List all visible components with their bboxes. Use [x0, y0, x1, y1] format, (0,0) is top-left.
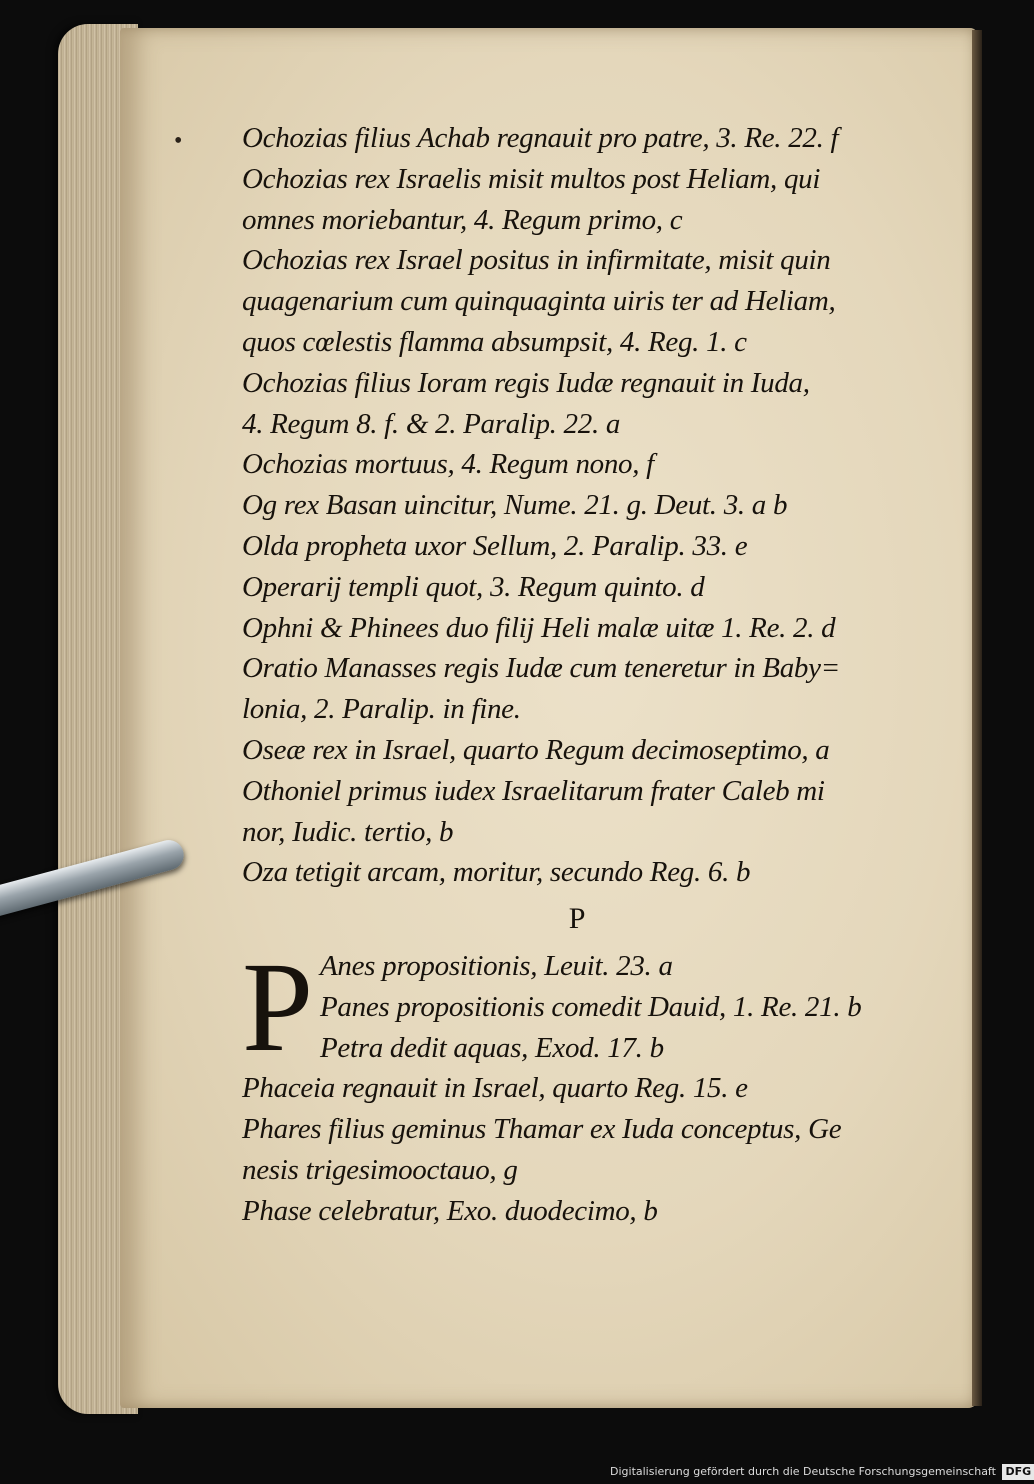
index-line: Oseæ rex in Israel, quarto Regum decimoseptimo, a: [242, 733, 830, 766]
index-line: Anes propositionis, Leuit. 23. a: [320, 949, 673, 982]
index-line: Olda propheta uxor Sellum, 2. Paralip. 33. e: [242, 529, 748, 562]
drop-cap-lines: [320, 946, 861, 1068]
index-line: Phaceia regnauit in Israel, quarto Reg. 15. e: [242, 1072, 748, 1105]
index-line: nor, Iudic. tertio, b: [242, 815, 454, 848]
drop-cap: P: [242, 935, 313, 1078]
index-line: Ochozias rex Israel positus in infirmitate, misit quin: [242, 244, 831, 277]
section-letter: P: [568, 902, 586, 936]
index-line: Othoniel primus iudex Israelitarum frater Caleb mi: [242, 774, 825, 807]
index-line: Phase celebratur, Exo. duodecimo, b: [242, 1194, 658, 1227]
book-gutter: [972, 30, 982, 1406]
index-line: Ophni & Phinees duo filij Heli malæ uitæ 1. Re. 2. d: [242, 611, 836, 644]
digitization-credit: [610, 1462, 1032, 1482]
index-line: Oza tetigit arcam, moritur, secundo Reg. 6. b: [242, 856, 751, 889]
index-line: quagenarium cum quinquaginta uiris ter ad Heliam,: [242, 285, 836, 318]
index-line: Petra dedit aquas, Exod. 17. b: [320, 1031, 664, 1064]
index-line: Ochozias mortuus, 4. Regum nono, f: [242, 448, 654, 481]
index-text: [242, 118, 942, 1232]
dfg-logo: DFG: [1002, 1464, 1034, 1480]
index-line: Ochozias filius Ioram regis Iudæ regnauit in Iuda,: [242, 366, 810, 399]
index-line: Og rex Basan uincitur, Nume. 21. g. Deut. 3. a b: [242, 489, 788, 522]
index-line: omnes moriebantur, 4. Regum primo, c: [242, 203, 683, 236]
index-line: 4. Regum 8. f. & 2. Paralip. 22. a: [242, 407, 621, 440]
index-line: Ochozias rex Israelis misit multos post Heliam, qui: [242, 162, 821, 195]
initial-block: [242, 935, 942, 1078]
credit-text: Digitalisierung gefördert durch die Deutsche Forschungsgemeinschaft: [610, 1465, 996, 1478]
index-entries-p: [242, 1068, 942, 1231]
index-line: Phares filius geminus Thamar ex Iuda conceptus, Ge: [242, 1113, 842, 1146]
index-entries-o: [242, 118, 942, 893]
index-line: Operarij templi quot, 3. Regum quinto. d: [242, 570, 705, 603]
index-line: Ochozias filius Achab regnauit pro patre, 3. Re. 22. f: [242, 122, 839, 154]
margin-marker: •: [174, 128, 183, 154]
index-line: nesis trigesimooctauo, g: [242, 1153, 518, 1186]
index-line: quos cœlestis flamma absumpsit, 4. Reg. 1. c: [242, 325, 747, 358]
index-line: Panes propositionis comedit Dauid, 1. Re. 21. b: [320, 990, 862, 1023]
index-line: lonia, 2. Paralip. in fine.: [242, 693, 521, 726]
index-line: Oratio Manasses regis Iudæ cum teneretur in Baby=: [242, 652, 840, 685]
